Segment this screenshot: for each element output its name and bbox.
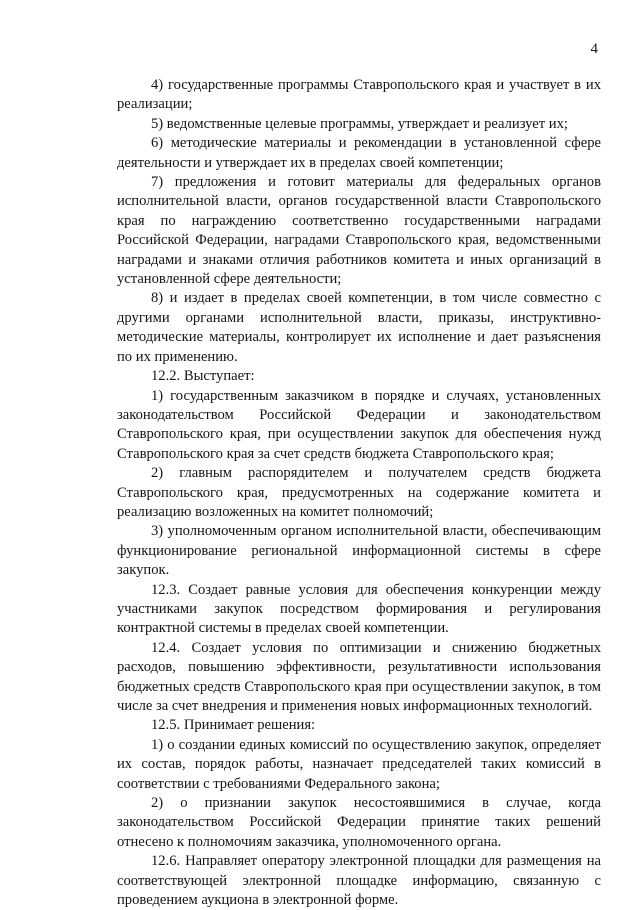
paragraph-12-2-item-2: 2) главным распорядителем и получателем средств бюджета Ставропольского края, предусмотренных на содержание комитета и реализацию возложенных на комитет полномочий; [117,465,601,520]
paragraph-12-5-item-1: 1) о создании единых комиссий по осуществлению закупок, определяет их состав, порядок работы, назначает председателей таких комиссий в соответствии с требованиями Федерального закона; [117,736,601,792]
paragraph-item-4: 4) государственные программы Ставропольского края и участвует в их реализации; [117,77,601,113]
paragraph-item-6: 6) методические материалы и рекомендации в установленной сфере деятельности и утверждает их в пределах своей компетенции; [117,135,601,171]
section-heading-12-5: 12.5. Принимает решения: [151,717,316,734]
section-heading-12-2: 12.2. Выступает: [151,368,255,385]
page-number: 4 [590,41,598,57]
paragraph-12-3: 12.3. Создает равные условия для обеспечения конкуренции между участниками закупок посредством формирования и регулирования контрактной системы в пределах своей компетенции. [117,581,601,637]
paragraph-12-5-item-2: 2) о признании закупок несостоявшимися в случае, когда законодательством Российской Федерации принятие таких решений отнесено к полномочиям заказчика, уполномоченного органа. [117,795,601,850]
paragraph-item-7: 7) предложения и готовит материалы для федеральных органов исполнительной власти, органов государственной власти Ставропольского края по награждению соответственно государственными наградами Российской Федерации, наградами Ставропольского края, ведомственными наградами и знаками отличия работников комитета и иных организаций в установленной сфере деятельности; [117,174,601,288]
paragraph-12-2-item-3: 3) уполномоченным органом исполнительной власти, обеспечивающим функционирование региональной информационной системы в сфере закупок. [117,523,601,579]
document-body [117,76,601,910]
paragraph-12-6: 12.6. Направляет оператору электронной площадки для размещения на соответствующей электронной площадке информацию, связанную с проведением аукциона в электронной форме. [117,853,601,909]
paragraph-12-2-item-1: 1) государственным заказчиком в порядке и случаях, установленных законодательством Российской Федерации и законодательством Ставропольского края, при осуществлении закупок для обеспечения нужд Ставропольского края за счет средств бюджета Ставропольского края; [117,387,601,462]
paragraph-12-4: 12.4. Создает условия по оптимизации и снижению бюджетных расходов, повышению эффективности, результативности использования бюджетных средств Ставропольского края при осуществлении закупок, в том числе за счет внедрения и применения новых информационных технологий. [117,639,601,714]
paragraph-item-5: 5) ведомственные целевые программы, утверждает и реализует их; [151,115,568,132]
paragraph-item-8: 8) и издает в пределах своей компетенции, в том числе совместно с другими органами исполнительной власти, приказы, инструктивно-методические материалы, контролирует их исполнение и дает разъяснения по их применению. [117,290,601,365]
